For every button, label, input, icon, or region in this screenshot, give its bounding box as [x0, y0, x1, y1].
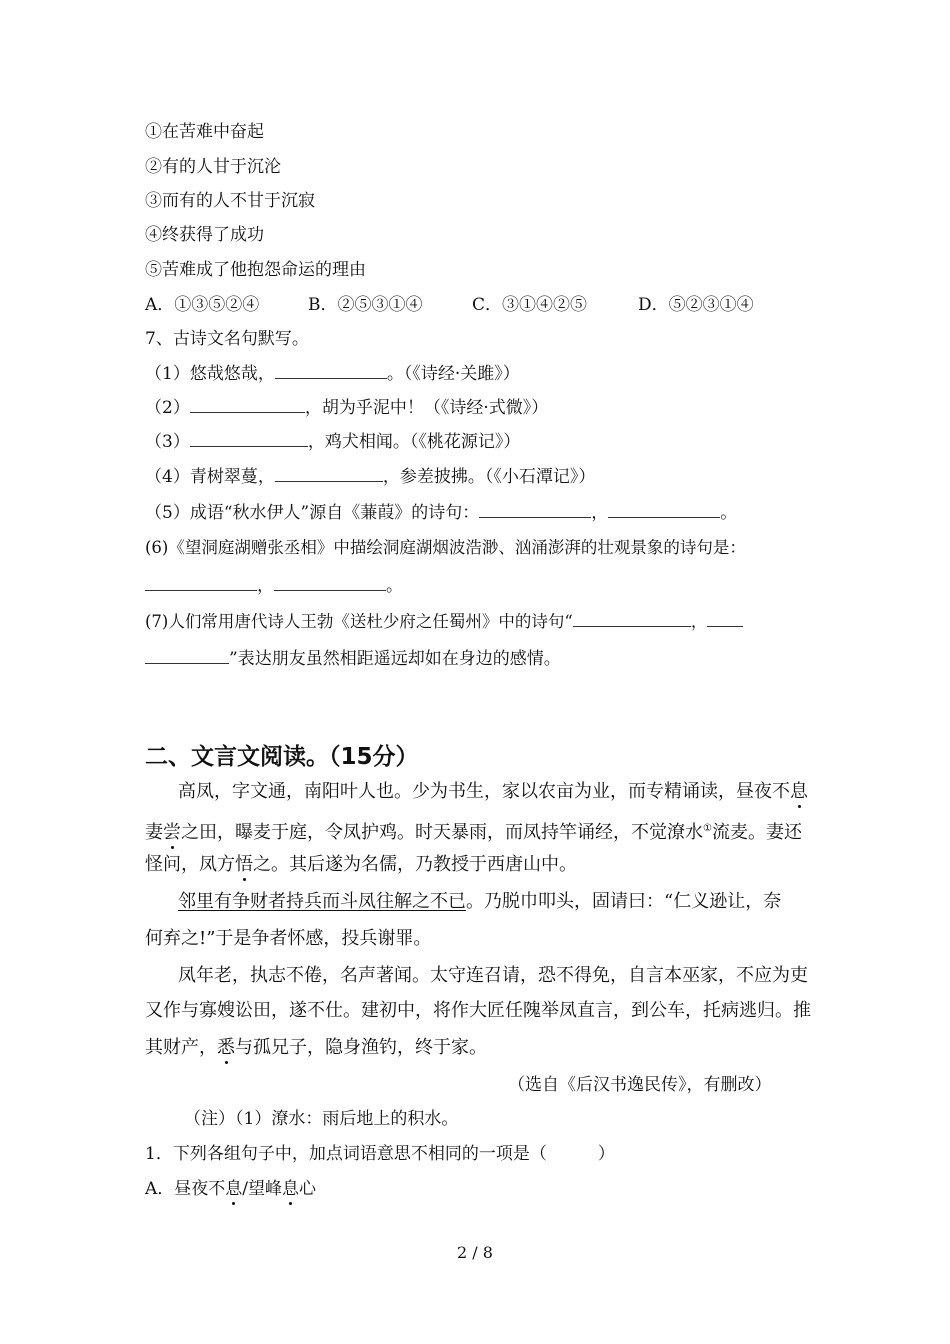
emphasis-char: 息 — [225, 1179, 243, 1199]
q7-item-3 — [145, 431, 520, 453]
q7-1-text-b: 。（《诗经·关雎》） — [386, 364, 520, 384]
answer-blank[interactable] — [275, 364, 387, 379]
section2-heading: 二、文言文阅读。（15分） — [145, 744, 419, 770]
q7-6-text-a: (6)《望洞庭湖赠张丞相》中描绘洞庭湖烟波浩渺、汹涌澎湃的壮观景象的诗句是： — [145, 538, 746, 557]
page-number: 2 / 8 — [457, 1243, 493, 1262]
q7-6-text-b: ， — [257, 576, 274, 596]
answer-blank[interactable] — [274, 576, 386, 591]
answer-blank[interactable] — [707, 612, 743, 627]
q7-item-1 — [145, 363, 520, 385]
q7-2-text-a: （2） — [145, 398, 190, 418]
option-text: A．昼夜不 — [145, 1179, 226, 1199]
option-text: 心 — [299, 1179, 317, 1199]
q6-item-5: ⑤苦难成了他抱怨命运的理由 — [145, 260, 366, 280]
answer-blank[interactable] — [608, 503, 720, 518]
passage-p3-line1: 凤年老，执志不倦，名声著闻。太守连召请，恐不得免，自言本巫家，不应为吏 — [178, 965, 808, 986]
passage-p3-line3 — [145, 1037, 487, 1059]
passage-source: （选自《后汉书逸民传》，有删改） — [508, 1075, 772, 1095]
answer-blank[interactable] — [479, 503, 591, 518]
passage-p3-line2: 又作与寡嫂讼田，遂不仕。建初中，将作大匠任隗举凤直言，到公车，托病逃归。推 — [145, 1000, 811, 1021]
q6-option-a: A．①③⑤②④ — [145, 295, 260, 315]
passage-text: 妻 — [145, 822, 163, 843]
q6-option-c: C．③①④②⑤ — [472, 295, 588, 315]
underlined-sentence: 邻里有争财者持兵而斗凤往解之不已 — [178, 891, 466, 912]
emphasis-char: 悟 — [235, 854, 253, 875]
q6-option-b: B．②⑤③①④ — [308, 295, 423, 315]
q7-item-2 — [145, 397, 548, 419]
question-1: 1．下列各组句子中，加点词语意思不相同的一项是（ ） — [145, 1144, 615, 1164]
q7-item-7-cont — [145, 648, 561, 670]
passage-text: 。乃脱巾叩头，固请曰：“仁义逊让，奈 — [466, 891, 782, 912]
q6-item-2: ②有的人甘于沉沦 — [145, 157, 281, 177]
answer-blank[interactable] — [190, 432, 308, 447]
q7-title: 7、古诗文名句默写。 — [145, 329, 309, 349]
q7-5-text-a: （5）成语“秋水伊人”源自《蒹葭》的诗句： — [145, 503, 480, 523]
passage-p2-line2: 何弃之!”于是争者怀感，投兵谢罪。 — [145, 928, 432, 949]
footnote-marker: ① — [703, 823, 712, 834]
passage-text: 怪问，凤方 — [145, 854, 235, 875]
passage-text: 之。其后遂为名儒，乃教授于西唐山中。 — [253, 854, 577, 875]
passage-p1-line3 — [145, 854, 577, 876]
passage-p1-line2 — [145, 818, 802, 844]
q7-5-text-c: 。 — [720, 503, 738, 523]
emphasis-char: 息 — [790, 781, 808, 802]
passage-text: 之田，曝麦于庭，令凤护鸡。时天暴雨，而凤持竿诵经，不觉潦水 — [181, 822, 703, 843]
answer-blank[interactable] — [573, 612, 691, 627]
q7-4-text-a: （4）青树翠蔓， — [145, 467, 275, 487]
passage-text: 与孤兄子，隐身渔钓，终于家。 — [235, 1037, 487, 1058]
q7-5-text-b: ， — [591, 503, 609, 523]
q7-3-text-b: ，鸡犬相闻。（《桃花源记》） — [307, 432, 521, 452]
answer-blank[interactable] — [275, 467, 383, 482]
answer-blank[interactable] — [145, 649, 229, 664]
option-text: /望峰 — [242, 1179, 283, 1199]
q7-7-text-c: ”表达朋友虽然相距遥远却如在身边的感情。 — [229, 649, 561, 669]
q6-option-d: D．⑤②③①④ — [638, 295, 754, 315]
q6-item-3: ③而有的人不甘于沉寂 — [145, 191, 315, 211]
q6-item-4: ④终获得了成功 — [145, 225, 264, 245]
q7-item-6 — [145, 537, 746, 559]
passage-p2-line1 — [178, 891, 781, 913]
q6-item-1: ①在苦难中奋起 — [145, 122, 264, 142]
emphasis-char: 息 — [282, 1179, 300, 1199]
q7-item-4 — [145, 466, 595, 488]
q7-7-text-a: (7)人们常用唐代诗人王勃《送杜少府之任蜀州》中的诗句“ — [145, 612, 573, 631]
q7-3-text-a: （3） — [145, 432, 190, 452]
emphasis-char: 悉 — [217, 1037, 235, 1058]
q7-4-text-b: ，参差披拂。（《小石潭记》） — [382, 467, 596, 487]
q7-item-5 — [145, 502, 737, 524]
q7-item-7 — [145, 611, 743, 633]
question-1-option-a — [145, 1178, 316, 1200]
q7-2-text-b: ，胡为乎泥中！（《诗经·式微》） — [304, 398, 549, 418]
answer-blank[interactable] — [145, 576, 257, 591]
q7-7-text-b: ， — [690, 612, 708, 631]
answer-blank[interactable] — [190, 398, 305, 413]
q7-1-text-a: （1）悠哉悠哉， — [145, 364, 275, 384]
passage-p1-line1 — [178, 781, 808, 803]
emphasis-char: 尝 — [163, 822, 181, 843]
q7-6-text-c: 。 — [386, 576, 403, 596]
passage-text: 高凤，字文通，南阳叶人也。少为书生，家以农亩为业，而专精诵读，昼夜不 — [178, 781, 790, 802]
passage-note: （注）（1）潦水：雨后地上的积水。 — [184, 1109, 459, 1129]
passage-text: 流麦。妻还 — [711, 822, 802, 843]
q7-item-6-blanks — [145, 575, 403, 597]
passage-text: 其财产， — [145, 1037, 217, 1058]
